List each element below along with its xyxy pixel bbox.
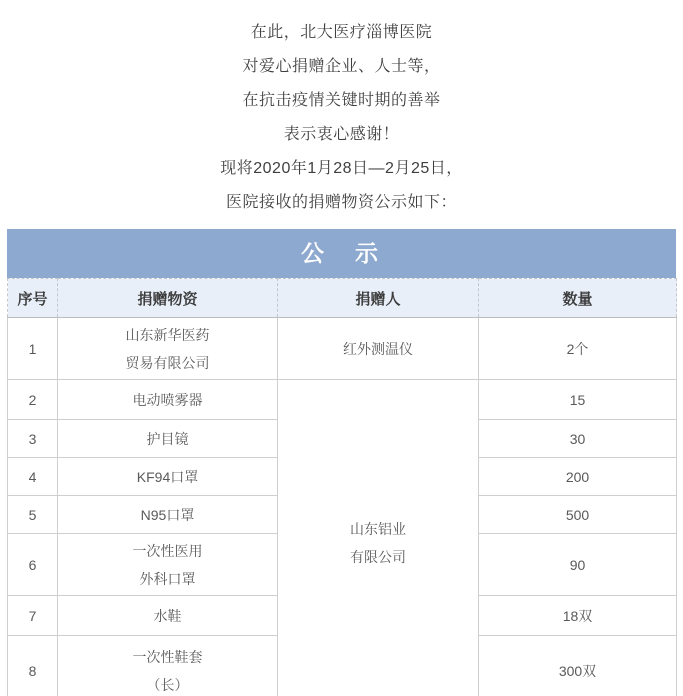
cell-item-line: （长） [146,676,189,693]
donation-notice [7,229,676,696]
cell-item [58,596,278,636]
cell-donor: 红外测温仪 [278,318,479,380]
cell-item-line: 贸易有限公司 [125,354,210,371]
cell-item [58,420,278,458]
cell-item-line: KF94口罩 [136,468,199,485]
cell-item-line: 外科口罩 [139,570,196,587]
cell-item-line: N95口罩 [140,506,195,523]
cell-no: 3 [8,420,58,458]
notice-title: 公 示 [7,229,676,278]
intro-line: 在此，北大医疗淄博医院 [250,24,433,41]
cell-item [58,496,278,534]
cell-qty: 18双 [479,596,677,636]
cell-item-line: 一次性鞋套 [132,648,203,665]
cell-qty: 500 [479,496,677,534]
intro-line: 表示衷心感谢！ [283,126,400,143]
cell-donor-merged [278,380,479,696]
cell-qty: 200 [479,458,677,496]
column-header-donor: 捐赠人 [278,279,479,318]
table-header-row [8,279,677,318]
cell-item-line: 电动喷雾器 [132,391,203,408]
table-row [8,380,677,420]
intro-paragraph [0,0,683,229]
cell-item [58,636,278,696]
intro-line: 在抗击疫情关键时期的善举 [242,92,441,109]
cell-qty: 30 [479,420,677,458]
cell-no: 2 [8,380,58,420]
column-header-no: 序号 [8,279,58,318]
cell-qty: 90 [479,534,677,596]
cell-item [58,318,278,380]
cell-no: 7 [8,596,58,636]
cell-no: 8 [8,636,58,696]
cell-qty: 300双 [479,636,677,696]
cell-qty: 15 [479,380,677,420]
cell-donor-line: 有限公司 [350,548,406,565]
cell-item-line: 一次性医用 [132,542,203,559]
cell-item-line: 水鞋 [153,607,182,624]
cell-no: 1 [8,318,58,380]
intro-line: 现将2020年1月28日—2月25日， [220,160,463,177]
column-header-item: 捐赠物资 [58,279,278,318]
cell-item [58,534,278,596]
donation-table [7,278,677,696]
column-header-qty: 数量 [479,279,677,318]
cell-item [58,458,278,496]
cell-donor-line: 山东铝业 [350,520,406,537]
cell-no: 6 [8,534,58,596]
cell-item-line: 护目镜 [146,430,189,447]
intro-line: 医院接收的捐赠物资公示如下： [225,194,457,211]
cell-item [58,380,278,420]
cell-no: 4 [8,458,58,496]
cell-item-line: 山东新华医药 [125,326,210,343]
table-row [8,318,677,380]
cell-qty: 2个 [479,318,677,380]
cell-no: 5 [8,496,58,534]
intro-line: 对爱心捐赠企业、人士等， [242,58,441,75]
